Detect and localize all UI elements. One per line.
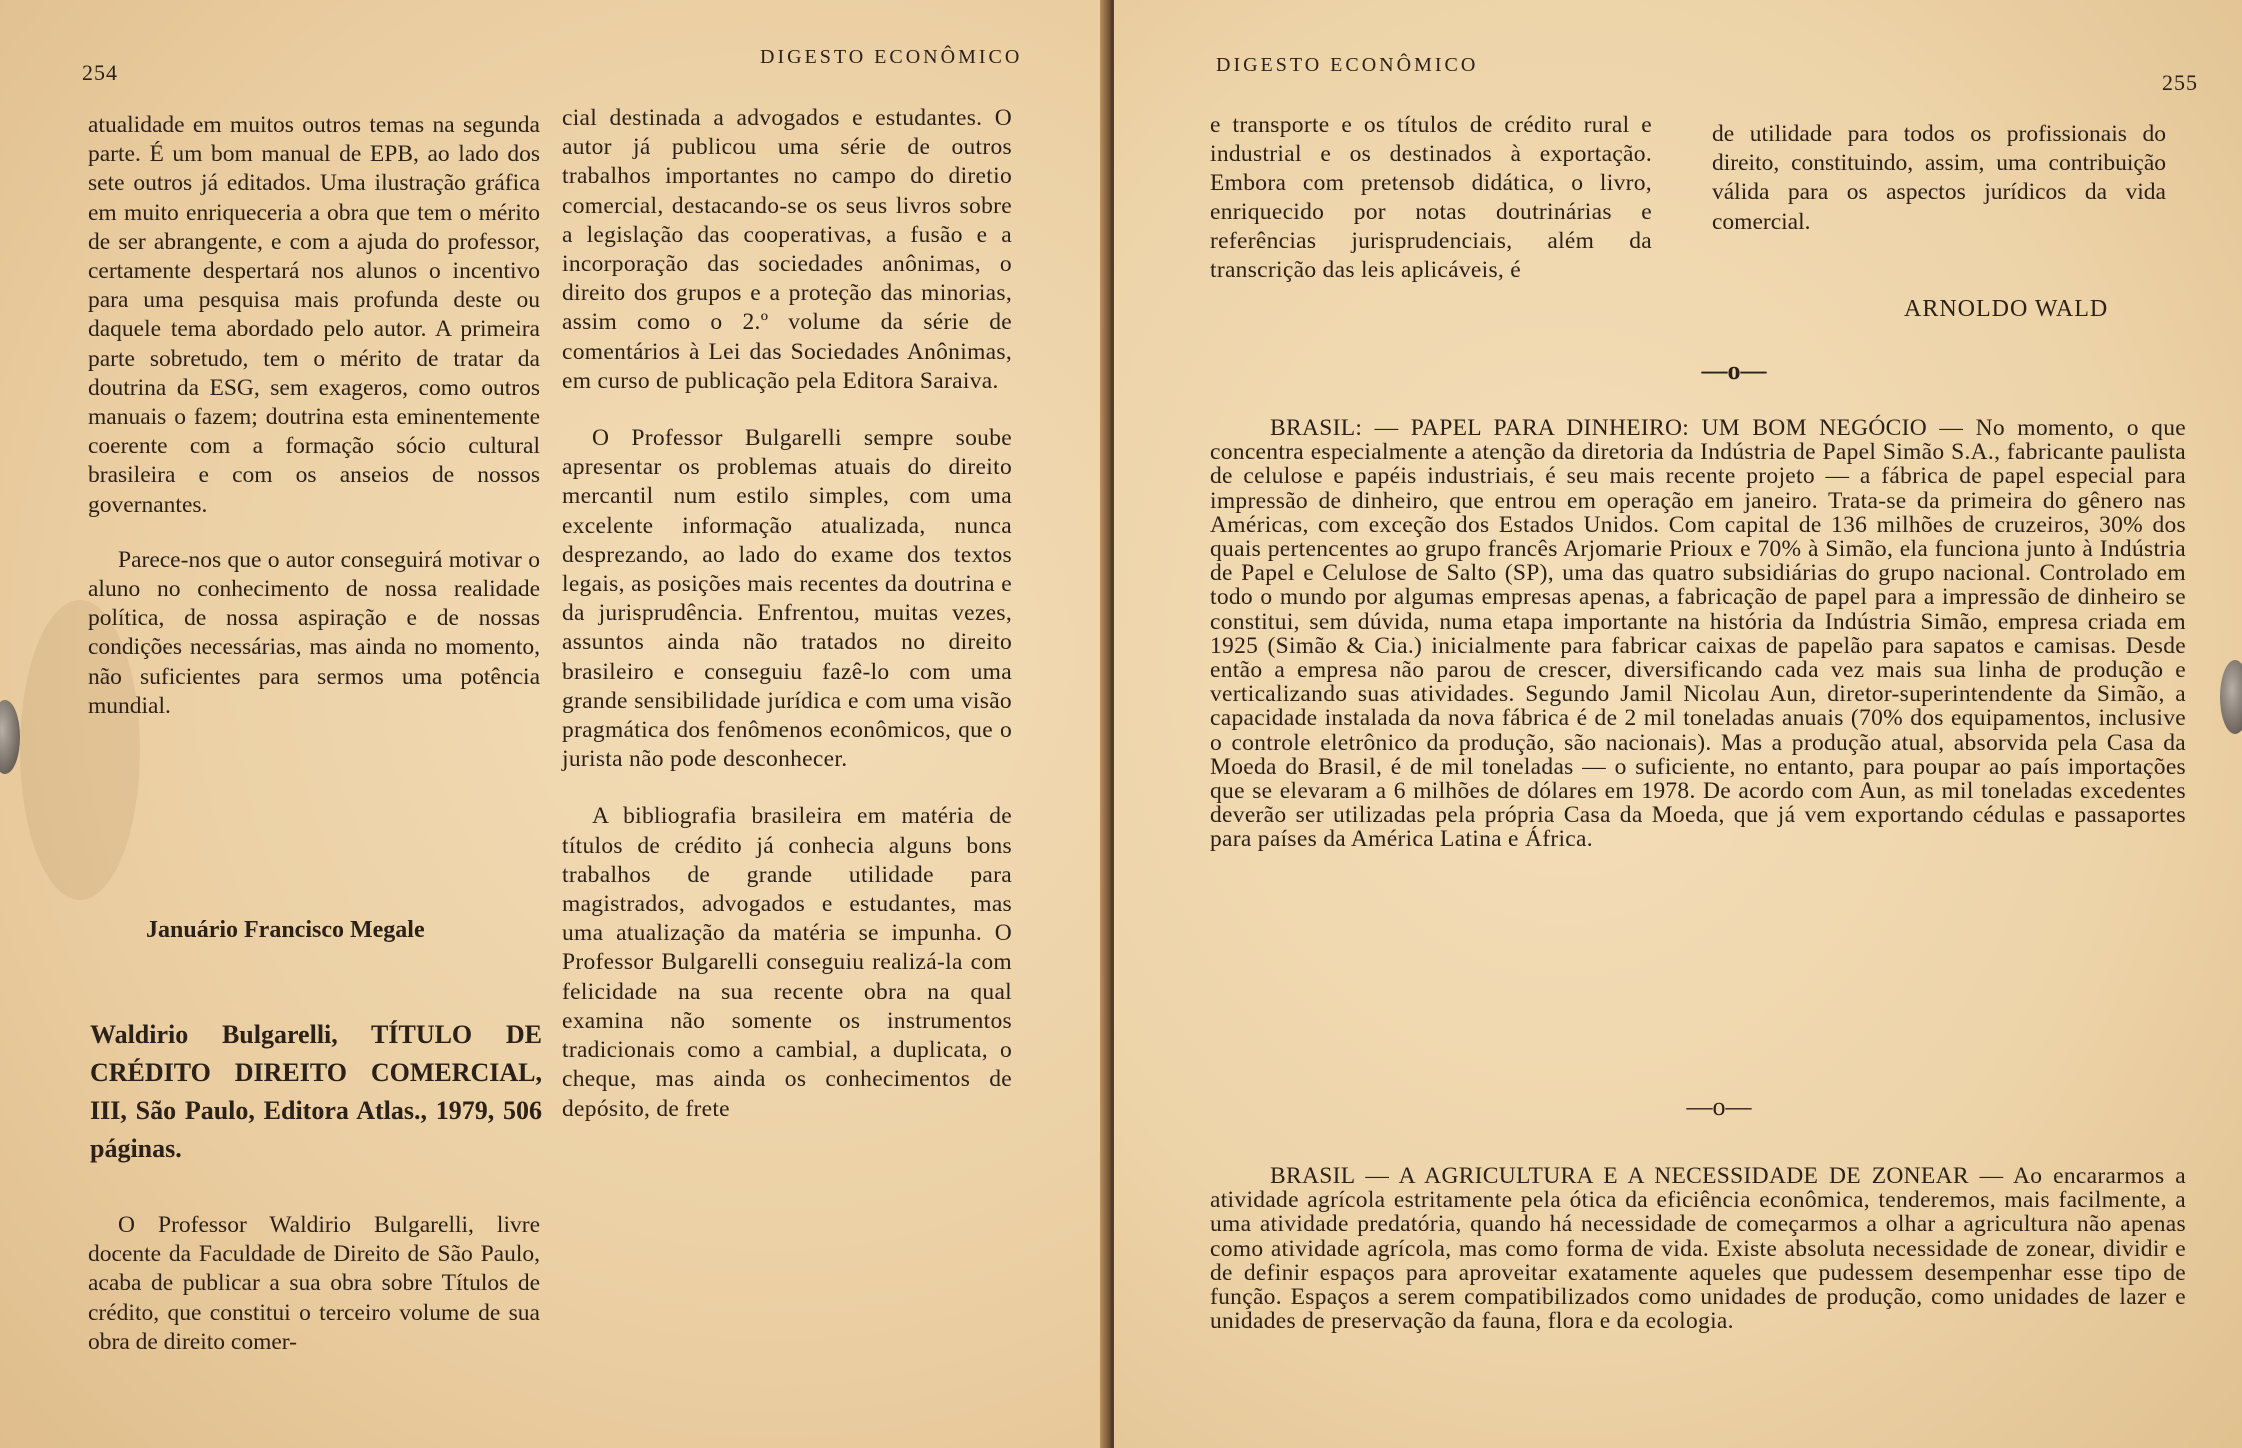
paragraph: de utilidade para todos os profissionais do direito, constituindo, assim, uma contribuição válida para os aspectos jurídicos da vida comercial.	[1712, 121, 2166, 235]
paragraph: O Professor Waldirio Bulgarelli, livre docente da Faculdade de Direito de São Paulo, acaba de publicar a sua obra sobre Títulos de crédito, que constitui o terceiro volume de sua obra de direito comer-	[88, 1212, 540, 1355]
paragraph: cial destinada a advogados e estudantes. O autor já publicou uma série de outros trabalhos importantes no campo do diretio comercial, destacando-se os seus livros sobre a legislação das cooperativas, a fusão e a incorporação das sociedades anônimas, o direito dos grupos e a proteção das minorias, assim como o 2.º volume da série de comentários à Lei das Sociedades Anônimas, em curso de publicação pela Editora Saraiva.	[562, 105, 1012, 394]
paragraph: A bibliografia brasileira em matéria de títulos de crédito já conhecia alguns bons trabalhos de grande utilidade para magistrados, advogados e estudantes, mas uma atualização da matéria se impunha. O Professor Bulgarelli conseguiu realizá-la com felicidade na sua recente obra na qual examina não somente os instrumentos tradicionais como a cambial, a duplicata, o cheque, mas ainda os conhecimentos de depósito, de frete	[562, 803, 1012, 1122]
left-page	[0, 0, 1106, 1448]
left-column-2	[562, 104, 1012, 1124]
signature-wald: ARNOLDO WALD	[1904, 296, 2109, 322]
binding-hole	[2220, 660, 2242, 734]
book-heading: Waldirio Bulgarelli, TÍTULO DE CRÉDITO DIREITO COMERCIAL, III, São Paulo, Editora Atlas., 1979, 506 páginas.	[90, 1020, 542, 1163]
binding-hole	[0, 700, 20, 774]
paragraph: BRASIL: — PAPEL PARA DINHEIRO: UM BOM NEGÓCIO — No momento, o que concentra especialmente a atenção da diretoria da Indústria de Papel Simão S.A., fabricante paulista de celulose e papéis industriais, é seu mais recente projeto — a fábrica de papel especial para impressão de dinheiro, que entrou em operação em janeiro. Trata-se da primeira do gênero nas Américas, com exceção dos Estados Unidos. Com capital de 136 milhões de cruzeiros, 30% dos quais pertencentes ao grupo francês Arjomarie Prioux e 70% à Simão, ela funciona junto à Indústria de Papel e Celulose de Salto (SP), uma das quatro subsidiárias do grupo nacional. Controlado em todo o mundo por algumas empresas apenas, a fabricação de papel para a impressão de dinheiro se constitui, sem dúvida, numa etapa importante na história da Indústria Simão, empresa criada em 1925 (Simão & Cia.) inicialmente para fabricar caixas de papelão para sapatos e camisas. Desde então a empresa não parou de crescer, diversificando cada vez mais sua linha de produção e verticalizando suas atividades. Segundo Jamil Nicolau Aun, diretor-superintendente da Simão, a capacidade instalada da nova fábrica é de 2 mil toneladas anuais (70% dos equipamentos, inclusive o controle eletrônico da produção, são nacionais). Mas a produção atual, absorvida pela Casa da Moeda do Brasil, é de mil toneladas — o suficiente, no entanto, para poupar ao país importações que se elevaram a 6 milhões de dólares em 1978. De acordo com Aun, as mil toneladas excedentes deverão ser utilizadas pela própria Casa da Moeda, que já vem exportando cédulas e passaportes para países da América Latina e África.	[1210, 415, 2186, 853]
running-head-left: DIGESTO ECONÔMICO	[760, 46, 1023, 68]
paragraph: atualidade em muitos outros temas na segunda parte. É um bom manual de EPB, ao lado dos sete outros já editados. Uma ilustração gráfica em muito enriqueceria a obra que tem o mérito de ser abrangente, e com a ajuda do professor, certamente despertará nos alunos o incentivo para uma pesquisa mais profunda deste ou daquele tema abordado pelo autor. A primeira parte sobretudo, tem o mérito de tratar da doutrina da ESG, sem exageros, como outros manuais o fazem; doutrina esta eminentemente coerente com a formação sócio cultural brasileira e com os anseios de nossos governantes.	[88, 112, 540, 518]
left-column-1	[88, 111, 540, 721]
paragraph: e transporte e os títulos de crédito rural e industrial e os destinados à exportação. Embora com pretensob didática, o livro, enriquecido por notas doutrinárias e referências jurisprudenciais, além da transcrição das leis aplicáveis, é	[1210, 112, 1652, 283]
paragraph: O Professor Bulgarelli sempre soube apresentar os problemas atuais do direito mercantil num estilo simples, com uma excelente informação atualizada, nunca desprezando, ao lado do exame dos textos legais, as posições mais recentes da doutrina e da jurisprudência. Enfrentou, muitas vezes, assuntos ainda não tratados no direito brasileiro e conseguiu fazê-lo com uma grande sensibilidade jurídica e com uma visão pragmática dos fenômenos econômicos, que o jurista não pode desconhecer.	[562, 425, 1012, 773]
section-separator: —o—	[1701, 356, 1767, 385]
page-number-right: 255	[2162, 70, 2198, 95]
right-column-2	[1712, 120, 2166, 237]
right-column-1	[1210, 111, 1652, 285]
running-head-right: DIGESTO ECONÔMICO	[1216, 54, 1479, 76]
article-papel-dinheiro	[1210, 416, 2186, 852]
right-page	[1114, 0, 2242, 1448]
paragraph: Parece-nos que o autor conseguirá motivar o aluno no conhecimento de nossa realidade política, de nossa aspiração e de nossas condições necessárias, mas ainda no momento, não suficientes para sermos uma potência mundial.	[88, 546, 540, 719]
article-agricultura	[1210, 1164, 2186, 1333]
paragraph: BRASIL — A AGRICULTURA E A NECESSIDADE DE ZONEAR — Ao encararmos a atividade agrícola estritamente pela ótica da eficiência econômica, tenderemos, mais facilmente, a uma atividade predatória, quando há necessidade de começarmos a olhar a agricultura não apenas como atividade agrícola, mas como forma de vida. Existe absoluta necessidade de zonear, dividir e de definir espaços para aproveitar exatamente aqueles que pudessem desempenhar esse tipo de função. Espaços a serem compatibilizados como unidades de produção, como unidades de lazer e unidades de preservação da fauna, flora e da ecologia.	[1210, 1163, 2186, 1335]
signature-megale: Januário Francisco Megale	[146, 917, 425, 943]
page-number-left: 254	[82, 60, 118, 85]
left-column-1-continued	[88, 1211, 540, 1357]
section-separator: —o—	[1686, 1092, 1752, 1121]
